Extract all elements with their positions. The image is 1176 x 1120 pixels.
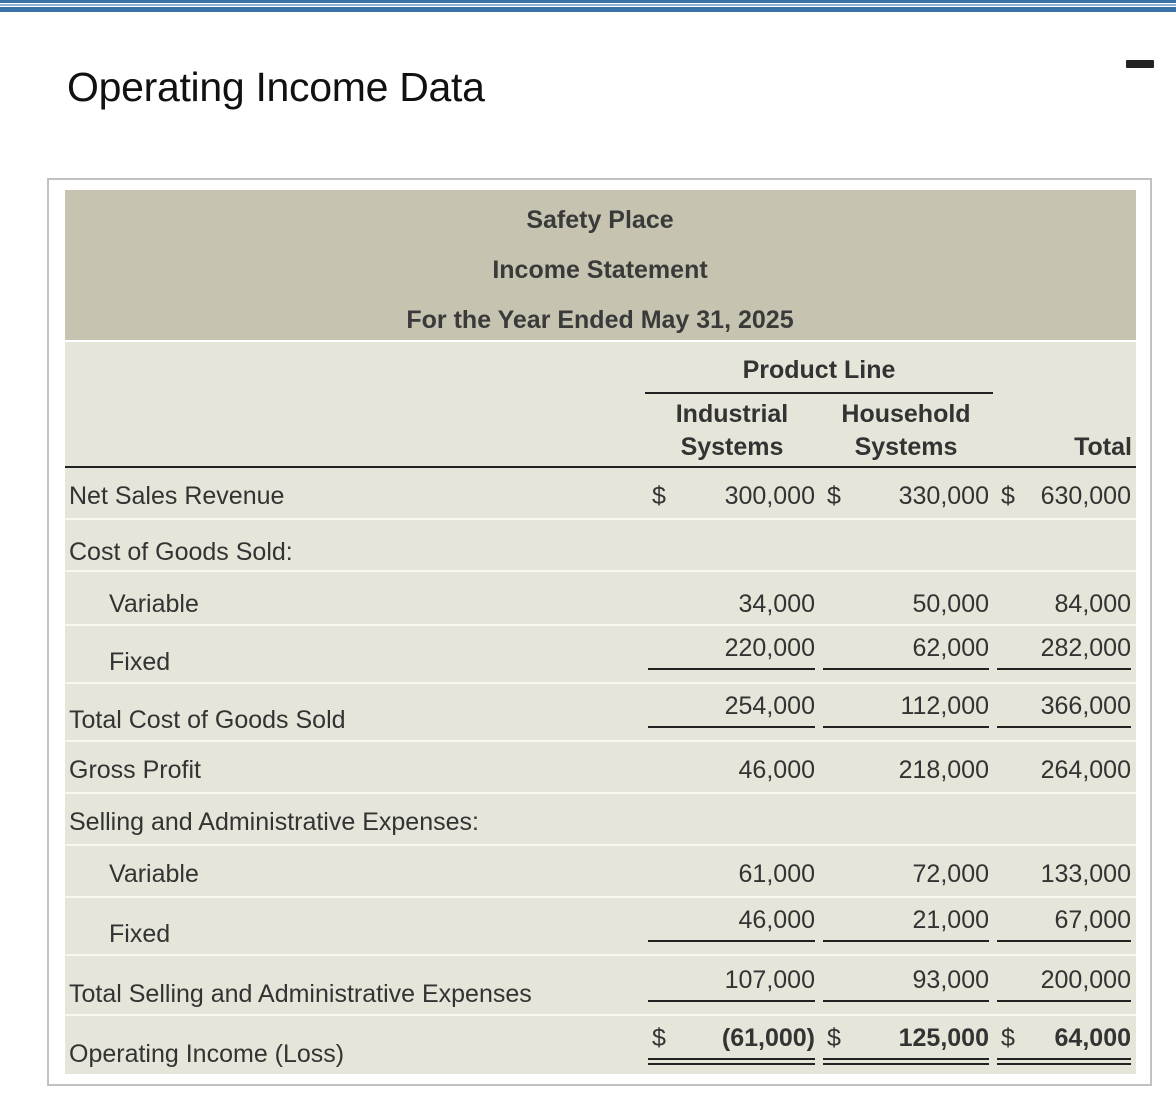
industrial-value: 46,000 [738,756,815,784]
top-accent-bar [0,0,1176,13]
subtotal-rule [648,940,815,942]
product-line-header: Product Line [742,356,896,384]
subtotal-rule [823,726,989,728]
industrial-value: 220,000 [724,634,815,662]
double-rule [823,1058,989,1060]
household-value: 50,000 [912,590,989,618]
industrial-value: 254,000 [724,692,815,720]
currency-symbol: $ [1001,482,1015,510]
statement-header [65,190,1136,340]
minimize-icon[interactable] [1126,60,1154,68]
table-row [65,626,1136,684]
household-value: 125,000 [898,1024,989,1052]
section-label: Selling and Administrative Expenses: [69,808,479,836]
household-value: 21,000 [912,906,989,934]
double-rule [823,1063,989,1065]
industrial-value: 34,000 [738,590,815,618]
company-name: Safety Place [526,206,674,234]
statement-table [65,342,1136,1074]
subtotal-rule [823,1000,989,1002]
table-row [65,742,1136,794]
row-label: Operating Income (Loss) [69,1040,345,1068]
table-row [65,794,1136,846]
industrial-value: 61,000 [738,860,815,888]
subtotal-rule [997,1000,1131,1002]
subtotal-rule [997,726,1131,728]
row-label: Net Sales Revenue [69,482,285,510]
household-value: 112,000 [900,692,989,720]
table-row [65,956,1136,1016]
double-rule [648,1063,815,1065]
double-rule [997,1058,1131,1060]
industrial-value: 46,000 [738,906,815,934]
row-label: Total Selling and Administrative Expenses [69,980,532,1008]
total-value: 200,000 [1040,966,1131,994]
table-row [65,468,1136,520]
currency-symbol: $ [1001,1024,1015,1052]
col-industrial-line1: Industrial [675,400,789,428]
row-label: Total Cost of Goods Sold [69,706,346,734]
double-rule [648,1058,815,1060]
total-value: 282,000 [1040,634,1131,662]
total-value: 67,000 [1054,906,1131,934]
statement-name: Income Statement [492,256,708,284]
total-value: 64,000 [1054,1024,1131,1052]
subtotal-rule [648,726,815,728]
industrial-value: 107,000 [724,966,815,994]
col-household-line2: Systems [854,433,958,461]
currency-symbol: $ [827,482,841,510]
currency-symbol: $ [652,1024,666,1052]
section-label: Cost of Goods Sold: [69,538,293,566]
currency-symbol: $ [652,482,666,510]
subtotal-rule [997,668,1131,670]
household-value: 330,000 [898,482,989,510]
table-row [65,520,1136,572]
total-value: 84,000 [1054,590,1131,618]
total-value: 630,000 [1040,482,1131,510]
subtotal-rule [997,940,1131,942]
statement-period: For the Year Ended May 31, 2025 [406,306,794,334]
household-value: 218,000 [898,756,989,784]
table-row [65,1016,1136,1074]
subtotal-rule [823,668,989,670]
subtotal-rule [823,940,989,942]
row-label: Gross Profit [69,756,201,784]
table-row [65,898,1136,956]
col-household-line1: Household [841,400,971,428]
table-row [65,572,1136,626]
subtotal-rule [648,1000,815,1002]
subtotal-rule [648,668,815,670]
page-title: Operating Income Data [67,64,485,110]
row-label: Variable [109,590,199,618]
product-line-rule [645,392,993,394]
total-value: 133,000 [1040,860,1131,888]
row-label: Fixed [109,648,171,676]
table-row [65,684,1136,742]
table-row [65,846,1136,898]
total-value: 264,000 [1040,756,1131,784]
double-rule [997,1063,1131,1065]
total-value: 366,000 [1040,692,1131,720]
row-label: Fixed [109,920,171,948]
col-total-label: Total [1074,433,1132,461]
household-value: 62,000 [912,634,989,662]
row-label: Variable [109,860,199,888]
industrial-value: (61,000) [721,1024,815,1052]
col-industrial-line2: Systems [680,433,784,461]
currency-symbol: $ [827,1024,841,1052]
household-value: 72,000 [912,860,989,888]
household-value: 93,000 [912,966,989,994]
industrial-value: 300,000 [724,482,815,510]
